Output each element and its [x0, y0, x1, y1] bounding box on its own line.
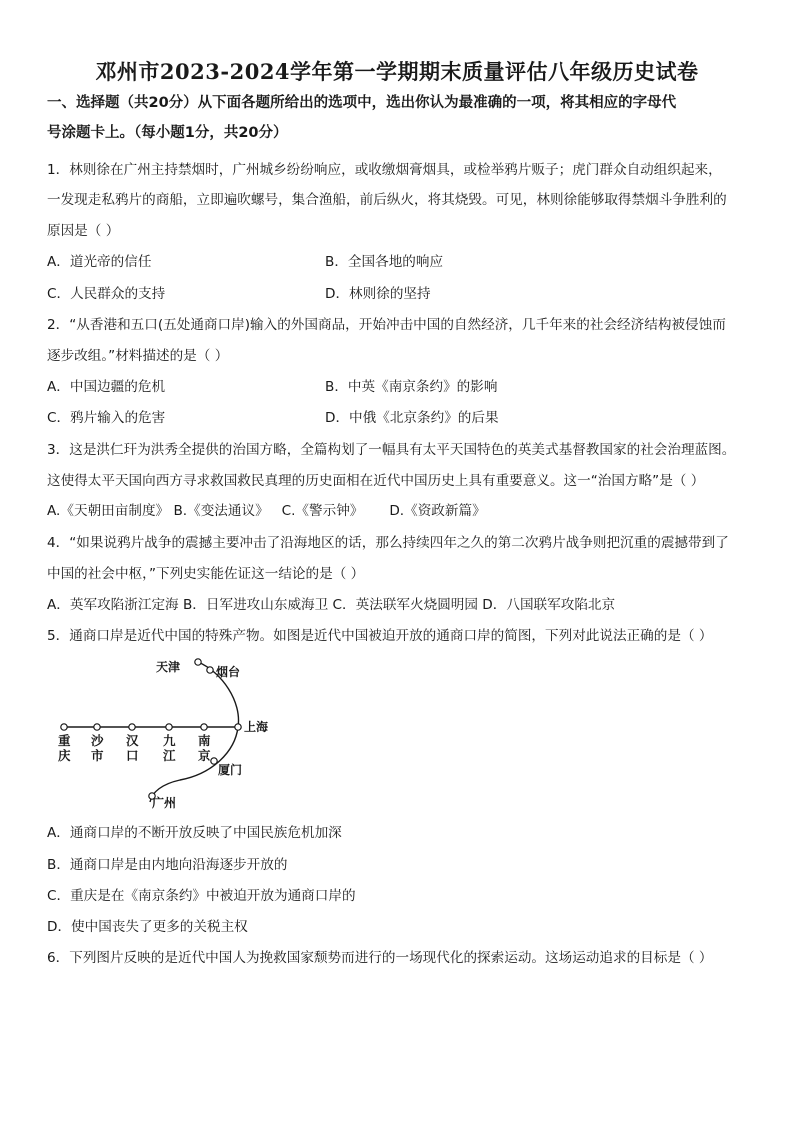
q2-option-c: C．鸦片输入的危害 [47, 410, 166, 426]
coastline-line [150, 662, 239, 802]
q2-option-d: D．中俄《北京条约》的后果 [325, 410, 499, 426]
label-jiujiang-bottom: 江 [163, 748, 176, 763]
node-jiujiang [166, 724, 172, 730]
q1-stem-line1: 1．林则徐在广州主持禁烟时，广州城乡纷纷响应，或收缴烟膏烟具，或检举鸦片贩子；虎门群众自动组织起来， [47, 162, 722, 178]
node-nanjing [201, 724, 207, 730]
q4-stem-line1: 4．“如果说鸦片战争的震撼主要冲击了沿海地区的话，那么持续四年之久的第二次鸦片战争则把沉重的震撼带到了 [47, 535, 729, 551]
label-guangzhou: 广州 [152, 796, 177, 810]
node-yantai [207, 667, 213, 673]
label-chongqing-top: 重 [58, 733, 71, 748]
label-chongqing [58, 733, 75, 763]
q1-option-c: C．人民群众的支持 [47, 286, 166, 302]
q2-option-a: A．中国边疆的危机 [47, 379, 166, 395]
q1-stem-line2: 一发现走私鸦片的商船，立即遍吹螺号，集合渔船，前后纵火，将其烧毁。可见，林则徐能够取得禁烟斗争胜利的 [47, 192, 727, 208]
q4-stem-line2: 中国的社会中枢，”下列史实能佐证这一结论的是（ ） [47, 566, 365, 582]
q4-options: A．英军攻陷浙江定海 B．日军进攻山东威海卫 C．英法联军火烧圆明园 D．八国联军攻陷北京 [47, 597, 616, 613]
node-chongqing [61, 724, 67, 730]
q1-option-d: D．林则徐的坚持 [325, 286, 431, 302]
label-jiujiang [162, 733, 180, 763]
page-title: 邓州市2023-2024学年第一学期期末质量评估八年级历史试卷 [95, 59, 699, 84]
label-tianjin: 天津 [156, 660, 181, 674]
q5-option-d: D．使中国丧失了更多的关税主权 [47, 919, 248, 935]
q3-options: A.《天朝田亩制度》 B.《变法通议》 C.《警示钟》 D.《资政新篇》 [47, 503, 486, 519]
node-hankou [129, 724, 135, 730]
label-shashi-bottom: 市 [91, 748, 104, 763]
label-hankou [126, 733, 143, 763]
q5-option-c: C．重庆是在《南京条约》中被迫开放为通商口岸的 [47, 888, 356, 904]
label-hankou-bottom: 口 [126, 748, 139, 763]
q2-stem-line1: 2．“从香港和五口(五处通商口岸)输入的外国商品，开始冲击中国的自然经济，几千年来的社会经济结构被侵蚀而 [47, 317, 726, 333]
q1-option-b: B．全国各地的响应 [325, 254, 444, 270]
q5-option-a: A．通商口岸的不断开放反映了中国民族危机加深 [47, 825, 342, 841]
q1-stem-line3: 原因是（ ） [47, 223, 120, 239]
label-yantai: 烟台 [216, 665, 241, 679]
label-shashi [91, 733, 108, 763]
label-xiamen: 厦门 [218, 763, 243, 777]
q2-option-b: B．中英《南京条约》的影响 [325, 379, 498, 395]
treaty-ports-map [52, 652, 292, 817]
label-jiujiang-top: 九 [163, 733, 176, 748]
label-nanjing-bottom: 京 [198, 748, 211, 763]
node-shanghai [235, 724, 241, 730]
node-tianjin [195, 659, 201, 665]
label-nanjing-top: 南 [198, 733, 211, 748]
label-shashi-top: 沙 [91, 733, 104, 748]
section-heading-line1: 一、选择题（共20分）从下面各题所给出的选项中，选出你认为最准确的一项，将其相应的字母代 [47, 95, 677, 111]
q6-stem: 6．下列图片反映的是近代中国人为挽救国家颓势而进行的一场现代化的探索运动。这场运动追求的目标是（ ） [47, 950, 713, 966]
q5-stem: 5．通商口岸是近代中国的特殊产物。如图是近代中国被迫开放的通商口岸的简图，下列对此说法正确的是（ ） [47, 628, 713, 644]
q2-stem-line2: 逐步改组。”材料描述的是（ ） [47, 348, 229, 364]
section-heading-line2: 号涂题卡上。（每小题1分，共20分） [47, 125, 288, 141]
node-shashi [94, 724, 100, 730]
label-shanghai: 上海 [244, 720, 269, 734]
label-hankou-top: 汉 [126, 733, 139, 748]
q3-stem-line2: 这使得太平天国向西方寻求救国救民真理的历史面相在近代中国历史上具有重要意义。这一“治国方略”是（ ） [47, 473, 705, 489]
q5-option-b: B．通商口岸是由内地向沿海逐步开放的 [47, 857, 288, 873]
q3-stem-line1: 3．这是洪仁玕为洪秀全提供的治国方略，全篇构划了一幅具有太平天国特色的英美式基督教国家的社会治理蓝图。 [47, 442, 736, 458]
label-chongqing-bottom: 庆 [58, 748, 71, 763]
q1-option-a: A．道光帝的信任 [47, 254, 152, 270]
node-xiamen [211, 758, 217, 764]
